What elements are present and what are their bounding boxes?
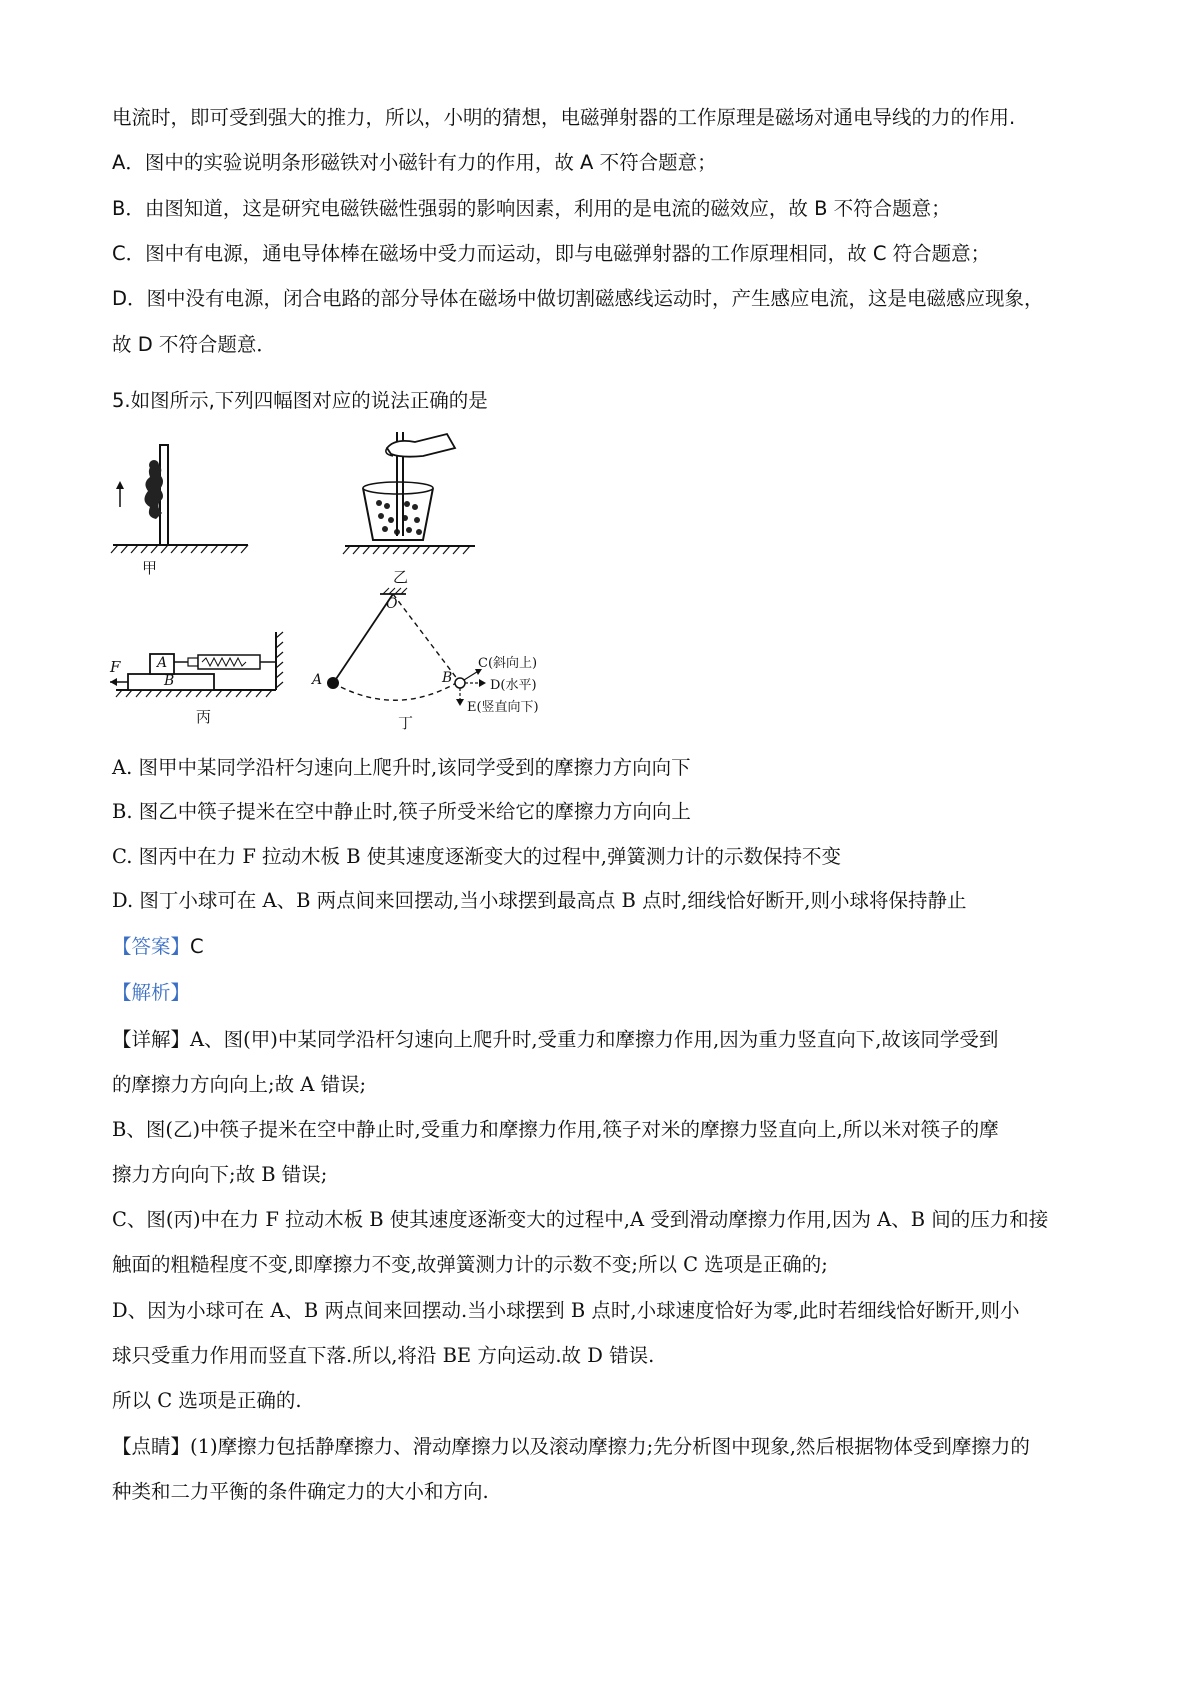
direction-C-label: C(斜向上) [478,656,538,671]
analysis-line: 触面的粗糙程度不变,即摩擦力不变,故弹簧测力计的示数不变;所以 C 选项是正确的; [112,1253,828,1276]
analysis-line [112,1432,1102,1462]
analysis-line: 种类和二力平衡的条件确定力的大小和方向. [112,1480,489,1503]
analysis-line: 球只受重力作用而竖直下落.所以,将沿 BE 方向运动.故 D 错误. [112,1344,655,1367]
direction-E-label: E(竖直向下) [467,700,539,715]
option-B: B. 图乙中筷子提米在空中静止时,筷子所受米给它的摩擦力方向向上 [112,800,691,823]
point-B-label: B [442,670,453,686]
pivot-O-label: O [386,596,398,612]
analysis-heading [112,978,1102,1008]
direction-D-label: D(水平) [490,678,537,693]
question-stem: 5.如图所示,下列四幅图对应的说法正确的是 [112,389,488,412]
figure-ding [310,586,580,736]
text-line: 故 D 不符合题意． [112,333,276,356]
text-line: A．图中的实验说明条形磁铁对小磁针有力的作用，故 A 不符合题意； [112,151,717,174]
option-A: A. 图甲中某同学沿杆匀速向上爬升时,该同学受到的摩擦力方向向下 [112,756,691,779]
option-D: D. 图丁小球可在 A、B 两点间来回摆动,当小球摆到最高点 B 点时,细线恰好断开,则小球将保持静止 [112,889,967,912]
analysis-text: A、图(甲)中某同学沿杆匀速向上爬升时,受重力和摩擦力作用,因为重力竖直向下,故该同学受到 [190,1028,999,1051]
force-F-label: F [110,658,121,676]
analysis-line [112,1025,1102,1055]
figure-bing-label: 丙 [196,708,212,726]
figure-bing-drawing [108,630,288,700]
figure-yi [335,428,485,588]
figure-yi-label: 乙 [393,568,409,586]
option-C: C. 图丙中在力 F 拉动木板 B 使其速度逐渐变大的过程中,弹簧测力计的示数保持不变 [112,845,841,868]
analysis-line: C、图(丙)中在力 F 拉动木板 B 使其速度逐渐变大的过程中,A 受到滑动摩擦力作用,因为 A、B 间的压力和接 [112,1208,1049,1231]
board-B-label: B [164,673,175,689]
detail-label: 【详解】 [112,1028,191,1051]
analysis-line: D、因为小球可在 A、B 两点间来回摆动.当小球摆到 B 点时,小球速度恰好为零,此时若细线恰好断开,则小 [112,1299,1020,1322]
figure-ding-label: 丁 [398,714,414,732]
text-line: B．由图知道，这是研究电磁铁磁性强弱的影响因素，利用的是电流的磁效应，故 B 不符合题意； [112,197,951,220]
analysis-line: 擦力方向向下;故 B 错误; [112,1163,328,1186]
text-line: D．图中没有电源，闭合电路的部分导体在磁场中做切割磁感线运动时，产生感应电流，这是电磁感应现象， [112,287,1044,310]
answer-line [112,932,1102,962]
analysis-line: 所以 C 选项是正确的. [112,1389,302,1412]
answer-label: 【答案】 [112,935,191,958]
figure-jia-drawing [108,435,258,585]
analysis-line: B、图(乙)中筷子提米在空中静止时,受重力和摩擦力作用,筷子对米的摩擦力竖直向上,所以米对筷子的摩 [112,1118,999,1141]
block-A-label: A [157,655,168,671]
text-line: C．图中有电源，通电导体棒在磁场中受力而运动，即与电磁弹射器的工作原理相同，故 C 符合题意； [112,242,991,265]
figure-ding-drawing [310,586,580,711]
tip-label: 【点睛】 [112,1435,191,1458]
answer-value: C [190,935,204,958]
figure-yi-drawing [335,428,485,588]
analysis-text: (1)摩擦力包括静摩擦力、滑动摩擦力以及滚动摩擦力;先分析图中现象,然后根据物体受到摩擦力的 [190,1435,1030,1458]
analysis-label: 【解析】 [112,981,191,1004]
analysis-line: 的摩擦力方向向上;故 A 错误; [112,1073,367,1096]
figure-jia-label: 甲 [142,559,158,577]
text-line: 电流时，即可受到强大的推力，所以，小明的猜想，电磁弹射器的工作原理是磁场对通电导线的力的作用. [112,106,1016,129]
figure-bing [108,630,288,730]
point-A-label: A [312,672,323,688]
figure-jia [108,435,258,585]
